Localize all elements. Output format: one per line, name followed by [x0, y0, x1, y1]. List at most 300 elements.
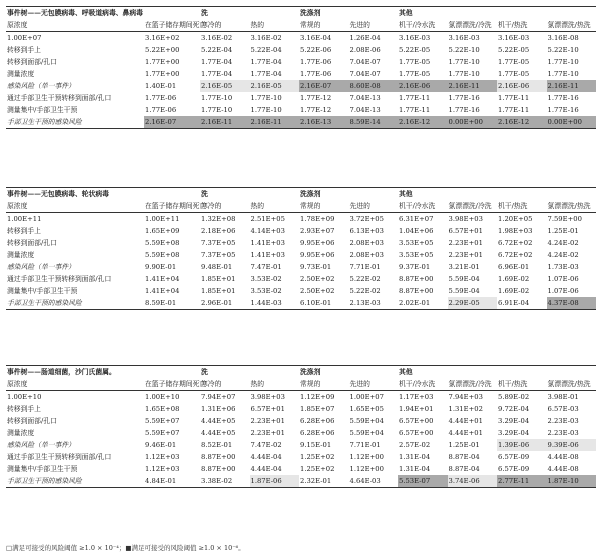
- table-cell: 5.22E+00: [145, 46, 180, 54]
- table-cell: 6.91E-04: [497, 297, 547, 310]
- table-cell: 1.77E-10: [250, 94, 282, 102]
- table-cell: 7.37E+05: [201, 239, 236, 247]
- table-cell: 5.59E+07: [145, 417, 180, 425]
- table-cell: 7.47E-02: [250, 441, 282, 449]
- header-blank: [144, 188, 200, 201]
- table-cell: 5.59E+04: [349, 429, 384, 437]
- table-cell: 6.57E-09: [498, 453, 530, 461]
- column-header: 氯漂漂洗/热洗: [547, 19, 597, 32]
- column-header: 寒冷的: [200, 378, 250, 391]
- event-title: 事件树——肠道细菌，沙门氏菌属。: [6, 366, 144, 379]
- table-cell: 1.77E-04: [201, 70, 233, 78]
- table-cell: 7.94E+03: [448, 393, 483, 401]
- table-row: [6, 80, 596, 92]
- table-row: [6, 44, 596, 56]
- table-cell: 7.04E-07: [349, 58, 381, 66]
- event-tree-table-3: [6, 365, 596, 488]
- table-cell: 7.47E-01: [250, 263, 282, 271]
- table-cell: 2.50E+02: [300, 287, 335, 295]
- table-cell: 2.08E+03: [349, 239, 384, 247]
- table-row: [6, 439, 596, 451]
- table-cell: 4.14E+03: [250, 227, 285, 235]
- table-cell: 2.16E-11: [250, 116, 300, 129]
- table-cell: 6.72E+02: [498, 251, 533, 259]
- table-cell: 3.74E-06: [448, 475, 498, 488]
- row-label: 1.00E+11: [7, 215, 42, 223]
- footnote: □满足可接受的风险阈值 ≥1.0 × 10⁻⁴；■满足可接受的风险阈值 ≥1.0 × 10⁻⁶。: [6, 544, 245, 552]
- row-label: 测量集中/手部卫生干预: [7, 287, 78, 295]
- row-label: 转移到手上: [7, 227, 41, 235]
- row-label: 手部卫生干预的感染风险: [6, 116, 144, 129]
- table-cell: 3.16E-03: [498, 34, 530, 42]
- column-header: 原浓度: [6, 200, 144, 213]
- table-cell: 5.22E-05: [399, 46, 431, 54]
- table-cell: 6.31E+07: [399, 215, 434, 223]
- table-cell: 9.37E-01: [399, 263, 431, 271]
- table-cell: 1.25E-01: [547, 227, 579, 235]
- table-cell: 1.69E-02: [498, 275, 530, 283]
- table-cell: 1.31E-04: [399, 453, 431, 461]
- table-cell: 2.16E-11: [200, 116, 250, 129]
- table-cell: 3.16E-03: [399, 34, 431, 42]
- table-cell: 3.53E-02: [250, 275, 282, 283]
- header-blank: [497, 188, 547, 201]
- table-cell: 5.22E-10: [448, 46, 480, 54]
- column-header: 寒冷的: [200, 19, 250, 32]
- table-cell: 2.16E-12: [398, 116, 448, 129]
- event-tree-table-1: [6, 6, 596, 129]
- table-cell: 1.77E-12: [300, 94, 332, 102]
- table-cell: 1.77E-11: [498, 94, 530, 102]
- column-header: 寒冷的: [200, 200, 250, 213]
- table-row: [6, 273, 596, 285]
- table-cell: 2.32E-01: [299, 475, 349, 488]
- table-cell: 7.04E-13: [349, 94, 381, 102]
- column-header: 机干/冷水洗: [398, 19, 448, 32]
- table-cell: 2.51E+05: [250, 215, 285, 223]
- table-cell: 1.77E-11: [399, 106, 431, 114]
- table-cell: 6.72E+02: [498, 239, 533, 247]
- header-blank: [349, 366, 399, 379]
- data-table: [6, 187, 596, 310]
- table-cell: 4.44E-04: [250, 465, 282, 473]
- table-cell: 1.31E-04: [399, 465, 431, 473]
- header-blank: [250, 366, 300, 379]
- table-cell: 2.96E-01: [200, 297, 250, 310]
- table-cell: 3.53E+05: [399, 239, 434, 247]
- table-cell: 8.87E+00: [201, 453, 236, 461]
- table-cell: 1.00E+11: [145, 215, 180, 223]
- table-cell: 1.77E-11: [399, 94, 431, 102]
- table-cell: 7.71E-01: [349, 263, 381, 271]
- column-header: 机干/热洗: [497, 200, 547, 213]
- column-header: 机干/热洗: [497, 19, 547, 32]
- row-label: 测量集中/手部卫生干预: [7, 106, 78, 114]
- table-cell: 1.77E-05: [498, 70, 530, 78]
- table-cell: 9.72E-04: [498, 405, 530, 413]
- table-cell: 8.52E-01: [201, 441, 233, 449]
- table-cell: 5.59E+04: [349, 417, 384, 425]
- table-row: [6, 32, 596, 45]
- table-cell: 7.37E+05: [201, 251, 236, 259]
- header-other: 其他: [398, 366, 448, 379]
- table-cell: 1.25E+02: [300, 465, 335, 473]
- table-cell: 4.84E-01: [144, 475, 200, 488]
- table-cell: 2.29E-05: [448, 297, 498, 310]
- table-cell: 1.77E-10: [448, 70, 480, 78]
- table-cell: 5.22E-02: [349, 287, 381, 295]
- table-cell: 7.59E+00: [547, 215, 582, 223]
- column-header: 在篮子储存期间死亡: [144, 200, 200, 213]
- table-cell: 1.44E-03: [250, 297, 300, 310]
- table-cell: 6.57E-03: [547, 405, 579, 413]
- table-cell: 6.57E+00: [399, 429, 434, 437]
- column-header: 原浓度: [6, 19, 144, 32]
- row-label: 感染风险（单一事件）: [7, 263, 75, 271]
- table-cell: 6.10E-01: [299, 297, 349, 310]
- table-cell: 6.96E-01: [498, 263, 530, 271]
- row-label: 测量浓度: [7, 429, 35, 437]
- table-cell: 1.77E-05: [399, 70, 431, 78]
- column-header: 氯漂漂洗/冷洗: [448, 19, 498, 32]
- table-cell: 5.59E-04: [448, 275, 480, 283]
- table-cell: 2.57E-02: [399, 441, 431, 449]
- table-cell: 4.44E-04: [250, 453, 282, 461]
- table-cell: 9.15E-01: [300, 441, 332, 449]
- table-cell: 9.73E-01: [300, 263, 332, 271]
- table-cell: 1.85E+01: [201, 275, 236, 283]
- table-cell: 1.77E-04: [201, 58, 233, 66]
- table-cell: 1.32E+08: [201, 215, 236, 223]
- table-cell: 2.13E-03: [349, 297, 399, 310]
- table-cell: 1.00E+07: [349, 393, 384, 401]
- table-cell: 4.44E+01: [448, 417, 483, 425]
- row-label: 通过手部卫生干预转移到面部/孔口: [7, 453, 112, 461]
- table-cell: 9.48E-01: [201, 263, 233, 271]
- table-cell: 1.77E-06: [300, 70, 332, 78]
- table-cell: 1.77E-16: [448, 106, 480, 114]
- table-cell: 2.08E-06: [349, 46, 381, 54]
- table-cell: 1.69E-02: [498, 287, 530, 295]
- table-cell: 4.44E+05: [201, 417, 236, 425]
- table-cell: 1.65E+05: [349, 405, 384, 413]
- table-cell: 1.12E+09: [300, 393, 335, 401]
- table-cell: 1.26E-04: [349, 34, 381, 42]
- table-cell: 1.41E+04: [145, 275, 180, 283]
- table-cell: 6.13E+03: [349, 227, 384, 235]
- table-cell: 4.44E+01: [448, 429, 483, 437]
- header-blank: [497, 366, 547, 379]
- table-cell: 2.16E-06: [398, 80, 448, 92]
- column-header: 机干/冷水洗: [398, 378, 448, 391]
- table-header-row: [6, 7, 596, 20]
- row-label: 1.00E+10: [7, 393, 42, 401]
- table-cell: 1.07E-06: [547, 275, 579, 283]
- column-header: 先进的: [349, 19, 399, 32]
- table-cell: 2.16E-11: [448, 80, 498, 92]
- table-cell: 2.16E-07: [299, 80, 349, 92]
- table-cell: 2.16E-13: [299, 116, 349, 129]
- row-label: 转移到手上: [7, 405, 41, 413]
- table-cell: 8.87E-04: [448, 453, 480, 461]
- table-cell: 5.59E+08: [145, 251, 180, 259]
- table-row: [6, 391, 596, 404]
- table-cell: 2.16E-05: [250, 80, 300, 92]
- header-blank: [497, 7, 547, 20]
- table-cell: 1.77E-05: [399, 58, 431, 66]
- table-cell: 5.59E+07: [145, 429, 180, 437]
- table-cell: 5.22E-04: [201, 46, 233, 54]
- table-cell: 1.65E+08: [145, 405, 180, 413]
- table-cell: 1.87E-10: [547, 475, 597, 488]
- table-row: [6, 92, 596, 104]
- table-row: [6, 237, 596, 249]
- table-cell: 1.39E-06: [497, 439, 547, 451]
- column-header: 原浓度: [6, 378, 144, 391]
- table-cell: 1.85E+07: [300, 405, 335, 413]
- event-tree-table-2: [6, 187, 596, 310]
- table-cell: 9.46E-01: [145, 441, 177, 449]
- table-cell: 8.87E+00: [399, 287, 434, 295]
- table-cell: 7.94E+07: [201, 393, 236, 401]
- row-label: 测量集中/手部卫生干预: [7, 465, 78, 473]
- row-label: 转移到面部/孔口: [7, 58, 57, 66]
- table-cell: 0.00E+00: [448, 116, 498, 129]
- header-blank: [547, 188, 597, 201]
- event-title: 事件树——无包膜病毒、轮状病毒: [6, 188, 144, 201]
- header-blank: [250, 188, 300, 201]
- table-cell: 9.90E-01: [145, 263, 177, 271]
- table-header-row: [6, 366, 596, 379]
- table-cell: 6.28E+06: [300, 417, 335, 425]
- column-header: 氯漂漂洗/冷洗: [448, 378, 498, 391]
- table-cell: 5.59E-04: [448, 287, 480, 295]
- column-header: 常规的: [299, 378, 349, 391]
- table-cell: 2.50E+02: [300, 275, 335, 283]
- table-row: [6, 451, 596, 463]
- table-cell: 1.17E+03: [399, 393, 434, 401]
- table-cell: 1.98E+03: [498, 227, 533, 235]
- table-cell: 3.21E-01: [448, 263, 480, 271]
- header-blank: [448, 7, 498, 20]
- table-cell: 1.77E-16: [547, 94, 579, 102]
- table-cell: 6.57E+01: [448, 227, 483, 235]
- column-header: 热的: [250, 200, 300, 213]
- table-cell: 1.31E+02: [448, 405, 483, 413]
- row-label: 1.00E+07: [7, 34, 42, 42]
- table-cell: 4.37E-08: [547, 297, 597, 310]
- table-cell: 3.98E+03: [448, 215, 483, 223]
- column-header: 先进的: [349, 378, 399, 391]
- table-cell: 6.28E+06: [300, 429, 335, 437]
- table-cell: 9.95E+06: [300, 251, 335, 259]
- table-cell: 3.29E-04: [498, 429, 530, 437]
- table-cell: 5.22E-06: [300, 46, 332, 54]
- data-table: [6, 6, 596, 129]
- table-cell: 2.02E-01: [398, 297, 448, 310]
- header-blank: [144, 7, 200, 20]
- table-cell: 8.87E+00: [399, 275, 434, 283]
- header-blank: [250, 7, 300, 20]
- row-label: 感染风险（单一事件）: [7, 441, 75, 449]
- table-cell: 3.53E-02: [250, 287, 282, 295]
- table-cell: 1.77E+00: [145, 70, 180, 78]
- table-cell: 5.22E-02: [349, 275, 381, 283]
- table-row: [6, 225, 596, 237]
- table-row: [6, 427, 596, 439]
- table-row: [6, 249, 596, 261]
- row-label: 通过手部卫生干预转移到面部/孔口: [7, 94, 112, 102]
- column-header: 机干/冷水洗: [398, 200, 448, 213]
- table-cell: 4.64E-03: [349, 475, 399, 488]
- header-detergent: 洗涤剂: [299, 366, 349, 379]
- table-cell: 5.22E-04: [250, 46, 282, 54]
- table-cell: 2.23E+01: [448, 251, 483, 259]
- table-cell: 1.12E+03: [145, 453, 180, 461]
- row-label: 感染风险（单一事件）: [7, 82, 75, 90]
- header-blank: [547, 366, 597, 379]
- table-cell: 7.04E-07: [349, 70, 381, 78]
- table-cell: 3.16E-08: [547, 34, 579, 42]
- table-cell: 1.77E-04: [250, 58, 282, 66]
- table-cell: 3.16E-03: [448, 34, 480, 42]
- table-cell: 1.87E-06: [250, 475, 300, 488]
- table-cell: 1.77E-11: [498, 106, 530, 114]
- table-cell: 1.40E-01: [145, 82, 177, 90]
- table-cell: 3.16E-02: [201, 34, 233, 42]
- header-blank: [349, 7, 399, 20]
- table-cell: 1.31E+06: [201, 405, 236, 413]
- table-cell: 4.24E-02: [547, 251, 579, 259]
- header-blank: [448, 188, 498, 201]
- table-row: [6, 68, 596, 80]
- table-cell: 1.85E+01: [201, 287, 236, 295]
- table-cell: 1.12E+00: [349, 453, 384, 461]
- table-row: [6, 297, 596, 310]
- column-header: 在篮子储存期间死亡: [144, 378, 200, 391]
- table-cell: 2.93E+07: [300, 227, 335, 235]
- row-label: 转移到面部/孔口: [7, 239, 57, 247]
- table-cell: 2.23E+01: [448, 239, 483, 247]
- row-label: 转移到面部/孔口: [7, 417, 57, 425]
- table-cell: 3.16E-04: [300, 34, 332, 42]
- table-cell: 5.22E-10: [547, 46, 579, 54]
- table-cell: 2.08E+03: [349, 251, 384, 259]
- table-cell: 2.23E-03: [547, 417, 579, 425]
- header-wash: 洗: [200, 188, 250, 201]
- table-cell: 7.71E-01: [349, 441, 381, 449]
- row-label: 测量浓度: [7, 70, 35, 78]
- row-label: 通过手部卫生干预转移到面部/孔口: [7, 275, 112, 283]
- table-row: [6, 56, 596, 68]
- column-header: 氯漂漂洗/冷洗: [448, 200, 498, 213]
- table-row: [6, 463, 596, 475]
- row-label: 测量浓度: [7, 251, 35, 259]
- table-cell: 6.57E-09: [498, 465, 530, 473]
- table-cell: 4.44E+05: [201, 429, 236, 437]
- table-cell: 2.16E-12: [497, 116, 547, 129]
- table-cell: 5.22E-05: [498, 46, 530, 54]
- table-row: [6, 415, 596, 427]
- header-detergent: 洗涤剂: [299, 188, 349, 201]
- table-cell: 8.60E-08: [349, 80, 399, 92]
- table-cell: 3.38E-02: [200, 475, 250, 488]
- table-cell: 2.16E-05: [200, 80, 250, 92]
- header-wash: 洗: [200, 7, 250, 20]
- table-cell: 1.77E-16: [547, 106, 579, 114]
- table-cell: 1.77E-06: [145, 106, 177, 114]
- table-cell: 1.73E-03: [547, 263, 579, 271]
- header-wash: 洗: [200, 366, 250, 379]
- table-cell: 1.78E+09: [300, 215, 335, 223]
- table-cell: 1.77E-10: [547, 70, 579, 78]
- table-row: [6, 213, 596, 226]
- table-cell: 3.16E-02: [250, 34, 282, 42]
- table-cell: 5.89E-02: [498, 393, 530, 401]
- table-cell: 2.77E-11: [497, 475, 547, 488]
- row-label: 手部卫生干预的感染风险: [6, 297, 144, 310]
- header-detergent: 洗涤剂: [299, 7, 349, 20]
- table-row: [6, 285, 596, 297]
- table-cell: 1.20E+05: [498, 215, 533, 223]
- table-cell: 8.59E-01: [144, 297, 200, 310]
- table-cell: 5.59E+08: [145, 239, 180, 247]
- table-cell: 8.87E-04: [448, 465, 480, 473]
- table-cell: 8.87E+00: [201, 465, 236, 473]
- table-cell: 4.44E-08: [547, 465, 579, 473]
- table-cell: 7.04E-13: [349, 106, 381, 114]
- table-cell: 1.25E-01: [448, 441, 480, 449]
- table-cell: 1.12E+00: [349, 465, 384, 473]
- table-row: [6, 261, 596, 273]
- table-cell: 8.59E-14: [349, 116, 399, 129]
- table-cell: 1.41E+04: [145, 287, 180, 295]
- table-row: [6, 403, 596, 415]
- table-row: [6, 116, 596, 129]
- table-subheader-row: [6, 200, 596, 213]
- table-cell: 1.12E+03: [145, 465, 180, 473]
- table-cell: 1.65E+09: [145, 227, 180, 235]
- table-cell: 2.16E-07: [144, 116, 200, 129]
- table-cell: 1.25E+02: [300, 453, 335, 461]
- table-cell: 1.77E-04: [250, 70, 282, 78]
- table-cell: 3.98E-01: [547, 393, 579, 401]
- row-label: 手部卫生干预的感染风险: [6, 475, 144, 488]
- column-header: 常规的: [299, 200, 349, 213]
- column-header: 机干/热洗: [497, 378, 547, 391]
- table-cell: 2.23E+01: [250, 417, 285, 425]
- table-row: [6, 104, 596, 116]
- table-cell: 2.23E+01: [250, 429, 285, 437]
- table-subheader-row: [6, 19, 596, 32]
- column-header: 热的: [250, 378, 300, 391]
- table-cell: 1.77E+00: [145, 58, 180, 66]
- table-cell: 2.16E-06: [497, 80, 547, 92]
- table-cell: 5.53E-07: [398, 475, 448, 488]
- table-cell: 0.00E+00: [547, 116, 597, 129]
- table-cell: 1.77E-10: [448, 58, 480, 66]
- table-cell: 1.77E-06: [145, 94, 177, 102]
- table-cell: 3.72E+05: [349, 215, 384, 223]
- table-cell: 1.77E-10: [201, 94, 233, 102]
- table-cell: 4.44E-08: [547, 453, 579, 461]
- table-cell: 2.16E-11: [547, 80, 597, 92]
- table-cell: 6.57E+00: [399, 417, 434, 425]
- column-header: 氯漂漂洗/热洗: [547, 200, 597, 213]
- table-cell: 1.77E-05: [498, 58, 530, 66]
- row-label: 转移到手上: [7, 46, 41, 54]
- table-cell: 1.77E-16: [448, 94, 480, 102]
